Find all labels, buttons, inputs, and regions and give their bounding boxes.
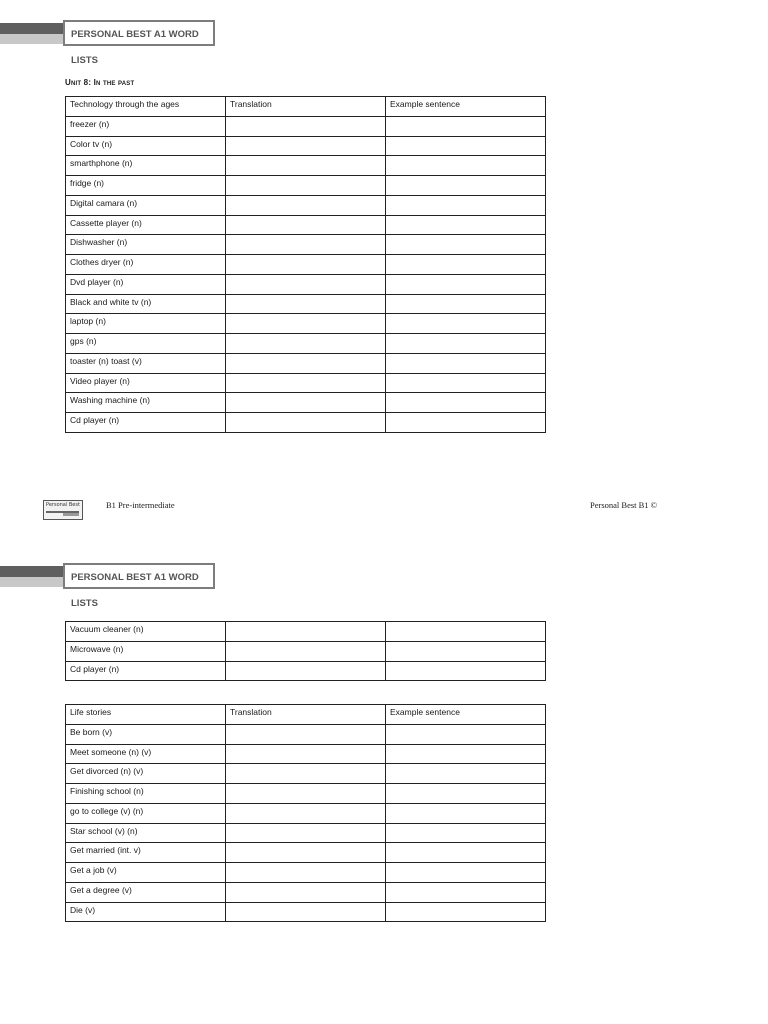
translation-cell[interactable] — [226, 823, 386, 843]
technology-table-body — [66, 97, 546, 433]
header-title: PERSONAL BEST A1 WORD LISTS — [63, 563, 215, 589]
translation-cell[interactable] — [226, 334, 386, 354]
word-cell: fridge (n) — [66, 176, 226, 196]
table-row — [66, 823, 546, 843]
translation-cell[interactable] — [226, 843, 386, 863]
word-cell: Color tv (n) — [66, 136, 226, 156]
example-sentence-cell[interactable] — [386, 764, 546, 784]
translation-cell[interactable] — [226, 744, 386, 764]
table-row — [66, 661, 546, 681]
table-row — [66, 724, 546, 744]
example-sentence-cell[interactable] — [386, 274, 546, 294]
translation-cell[interactable] — [226, 902, 386, 922]
word-cell: Video player (n) — [66, 373, 226, 393]
table-row — [66, 863, 546, 883]
word-cell: gps (n) — [66, 334, 226, 354]
table-row — [66, 195, 546, 215]
translation-cell[interactable] — [226, 393, 386, 413]
header-bar-dark — [0, 23, 66, 34]
translation-cell[interactable] — [226, 156, 386, 176]
example-sentence-cell[interactable] — [386, 116, 546, 136]
word-cell: toaster (n) toast (v) — [66, 353, 226, 373]
table-header-row — [66, 705, 546, 725]
example-sentence-cell[interactable] — [386, 641, 546, 661]
example-sentence-cell[interactable] — [386, 235, 546, 255]
example-sentence-cell[interactable] — [386, 843, 546, 863]
word-cell: Cd player (n) — [66, 413, 226, 433]
translation-cell[interactable] — [226, 235, 386, 255]
example-sentence-cell[interactable] — [386, 156, 546, 176]
word-cell: Clothes dryer (n) — [66, 255, 226, 275]
unit-title: Unit 8: In the past — [65, 78, 135, 87]
table-row — [66, 235, 546, 255]
word-cell: Cassette player (n) — [66, 215, 226, 235]
table-row — [66, 902, 546, 922]
header-bar-dark — [0, 566, 66, 577]
table-row — [66, 803, 546, 823]
table-row — [66, 176, 546, 196]
table-row — [66, 294, 546, 314]
table-row — [66, 393, 546, 413]
table-header-cell: Technology through the ages — [66, 97, 226, 117]
translation-cell[interactable] — [226, 413, 386, 433]
translation-cell[interactable] — [226, 724, 386, 744]
example-sentence-cell[interactable] — [386, 413, 546, 433]
table-row — [66, 274, 546, 294]
example-sentence-cell[interactable] — [386, 255, 546, 275]
word-cell: smarthphone (n) — [66, 156, 226, 176]
translation-cell[interactable] — [226, 176, 386, 196]
translation-cell[interactable] — [226, 215, 386, 235]
translation-cell[interactable] — [226, 116, 386, 136]
extra-technology-table-body — [66, 622, 546, 681]
header-title: PERSONAL BEST A1 WORD LISTS — [63, 20, 215, 46]
example-sentence-cell[interactable] — [386, 823, 546, 843]
word-cell: Dvd player (n) — [66, 274, 226, 294]
example-sentence-cell[interactable] — [386, 744, 546, 764]
translation-cell[interactable] — [226, 764, 386, 784]
translation-cell[interactable] — [226, 255, 386, 275]
table-row — [66, 255, 546, 275]
example-sentence-cell[interactable] — [386, 373, 546, 393]
translation-cell[interactable] — [226, 803, 386, 823]
life-stories-table — [65, 704, 546, 922]
word-cell: Microwave (n) — [66, 641, 226, 661]
word-cell: Get a degree (v) — [66, 882, 226, 902]
life-stories-table-body — [66, 705, 546, 922]
table-row — [66, 353, 546, 373]
word-cell: Washing machine (n) — [66, 393, 226, 413]
word-cell: Digital camara (n) — [66, 195, 226, 215]
page1-header — [0, 20, 230, 66]
table-row — [66, 641, 546, 661]
example-sentence-cell[interactable] — [386, 215, 546, 235]
table-header-cell: Translation — [226, 97, 386, 117]
example-sentence-cell[interactable] — [386, 294, 546, 314]
translation-cell[interactable] — [226, 641, 386, 661]
example-sentence-cell[interactable] — [386, 136, 546, 156]
translation-cell[interactable] — [226, 373, 386, 393]
table-header-cell: Translation — [226, 705, 386, 725]
word-cell: Cd player (n) — [66, 661, 226, 681]
translation-cell[interactable] — [226, 622, 386, 642]
word-cell: Get a job (v) — [66, 863, 226, 883]
table-row — [66, 156, 546, 176]
word-cell: Be born (v) — [66, 724, 226, 744]
header-bar-light — [0, 577, 66, 587]
example-sentence-cell[interactable] — [386, 902, 546, 922]
translation-cell[interactable] — [226, 661, 386, 681]
translation-cell[interactable] — [226, 353, 386, 373]
translation-cell[interactable] — [226, 314, 386, 334]
word-cell: Black and white tv (n) — [66, 294, 226, 314]
example-sentence-cell[interactable] — [386, 353, 546, 373]
table-row — [66, 764, 546, 784]
word-cell: freezer (n) — [66, 116, 226, 136]
word-cell: Finishing school (n) — [66, 784, 226, 804]
table-row — [66, 373, 546, 393]
page2-header — [0, 563, 230, 609]
table-header-cell: Example sentence — [386, 97, 546, 117]
example-sentence-cell[interactable] — [386, 622, 546, 642]
translation-cell[interactable] — [226, 195, 386, 215]
header-bar-light — [0, 34, 66, 44]
example-sentence-cell[interactable] — [386, 803, 546, 823]
example-sentence-cell[interactable] — [386, 195, 546, 215]
word-cell: Dishwasher (n) — [66, 235, 226, 255]
table-row — [66, 413, 546, 433]
example-sentence-cell[interactable] — [386, 314, 546, 334]
word-cell: Get married (int. v) — [66, 843, 226, 863]
table-row — [66, 744, 546, 764]
example-sentence-cell[interactable] — [386, 661, 546, 681]
example-sentence-cell[interactable] — [386, 882, 546, 902]
table-row — [66, 843, 546, 863]
table-row — [66, 334, 546, 354]
translation-cell[interactable] — [226, 136, 386, 156]
table-row — [66, 622, 546, 642]
extra-technology-table — [65, 621, 546, 681]
footer-copyright: Personal Best B1 © — [590, 500, 658, 510]
translation-cell[interactable] — [226, 274, 386, 294]
translation-cell[interactable] — [226, 294, 386, 314]
table-row — [66, 784, 546, 804]
translation-cell[interactable] — [226, 863, 386, 883]
word-cell: laptop (n) — [66, 314, 226, 334]
word-cell: go to college (v) (n) — [66, 803, 226, 823]
footer-level: B1 Pre-intermediate — [106, 500, 175, 510]
translation-cell[interactable] — [226, 784, 386, 804]
example-sentence-cell[interactable] — [386, 176, 546, 196]
table-row — [66, 314, 546, 334]
logo-text: Personal Best — [46, 502, 80, 508]
table-row — [66, 215, 546, 235]
personal-best-logo — [43, 500, 85, 520]
word-cell: Die (v) — [66, 902, 226, 922]
example-sentence-cell[interactable] — [386, 863, 546, 883]
word-cell: Get divorced (n) (v) — [66, 764, 226, 784]
table-row — [66, 882, 546, 902]
technology-table — [65, 96, 546, 433]
table-header-cell: Life stories — [66, 705, 226, 725]
word-cell: Vacuum cleaner (n) — [66, 622, 226, 642]
example-sentence-cell[interactable] — [386, 724, 546, 744]
table-header-row — [66, 97, 546, 117]
table-row — [66, 116, 546, 136]
word-cell: Star school (v) (n) — [66, 823, 226, 843]
example-sentence-cell[interactable] — [386, 334, 546, 354]
table-header-cell: Example sentence — [386, 705, 546, 725]
example-sentence-cell[interactable] — [386, 784, 546, 804]
word-cell: Meet someone (n) (v) — [66, 744, 226, 764]
translation-cell[interactable] — [226, 882, 386, 902]
example-sentence-cell[interactable] — [386, 393, 546, 413]
table-row — [66, 136, 546, 156]
